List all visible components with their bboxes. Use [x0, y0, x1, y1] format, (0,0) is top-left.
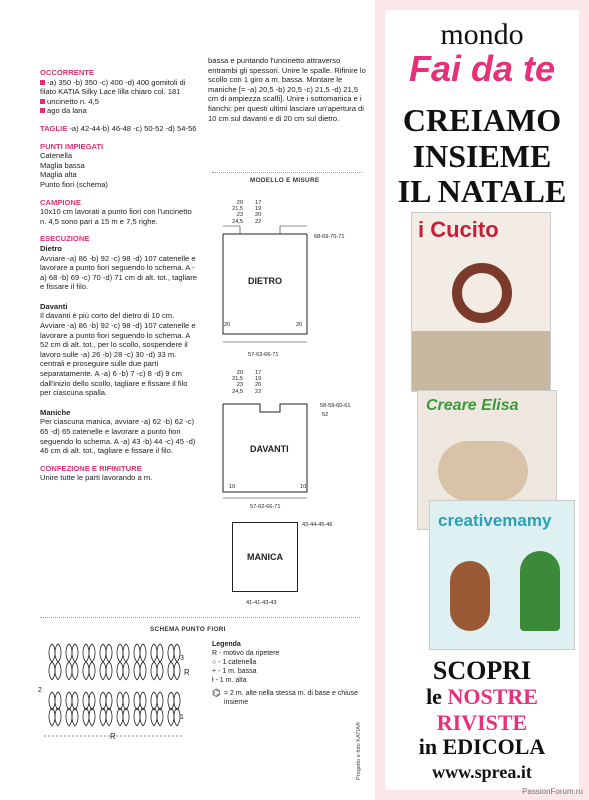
cluster-stitch — [151, 644, 157, 662]
cluster-stitch — [89, 692, 95, 710]
legend-item: ⌬ = 2 m. alte nella stessa m. di base e chiuse insieme — [212, 688, 359, 706]
legend-title: Legenda — [212, 641, 241, 648]
measure: 10 — [229, 484, 236, 490]
cluster-stitch — [151, 692, 157, 710]
cluster-stitch — [123, 644, 129, 662]
advert-panel — [375, 0, 589, 800]
cluster-stitch — [140, 708, 146, 726]
bullet-icon — [40, 80, 45, 85]
measure: 68-69-70-71 — [314, 234, 345, 240]
cluster-stitch — [168, 644, 174, 662]
section-title-confezione: CONFEZIONE E RIFINITURE — [40, 463, 142, 473]
piece-label-dietro: DIETRO — [248, 276, 283, 286]
cluster-stitch — [140, 644, 146, 662]
measure: 20 — [296, 322, 303, 328]
measure: 57-62-66-71 — [250, 504, 281, 510]
instructions-column — [40, 68, 200, 483]
cluster-stitch — [72, 662, 78, 680]
measure: 41-41-43-43 — [246, 600, 277, 606]
subsection-dietro: Dietro — [40, 243, 62, 253]
cluster-stitch — [66, 662, 72, 680]
confezione-text: Unire tutte le parti lavorando a m. — [40, 473, 153, 483]
photo-credit: Progetto e foto KATIA® — [356, 721, 362, 780]
cluster-stitch — [100, 662, 106, 680]
diagram-title: MODELLO E MISURE — [250, 177, 320, 184]
cluster-stitch — [123, 692, 129, 710]
ad-le-nostre: le NOSTRE — [426, 684, 538, 709]
subsection-maniche: Maniche — [40, 407, 71, 417]
section-title-esecuzione: ESECUZIONE — [40, 234, 90, 244]
material-hook: uncinetto n. 4,5 — [40, 97, 200, 107]
cluster-stitch — [134, 692, 140, 710]
ad-riviste: RIVISTE — [436, 710, 528, 735]
cluster-stitch — [89, 662, 95, 680]
stitch-item: Catenella — [40, 151, 73, 161]
cluster-stitch — [100, 692, 106, 710]
row-number: 2 — [38, 687, 42, 694]
cluster-stitch — [140, 692, 146, 710]
double-crochet-icon: ƚ — [212, 677, 216, 684]
cluster-stitch — [168, 708, 174, 726]
chain-icon: ○ — [212, 659, 219, 666]
bullet-icon — [40, 108, 45, 113]
cluster-stitch — [55, 662, 61, 680]
ad-scopri: SCOPRI — [432, 656, 532, 685]
section-title-campione: CAMPIONE — [40, 197, 81, 207]
measure: 57-63-66-71 — [248, 352, 279, 358]
measure: 43-44-45-46 — [302, 522, 333, 528]
cluster-icon: ⌬ — [212, 688, 221, 699]
measure: 17 19 20 22 — [255, 370, 262, 395]
cluster-stitch — [72, 644, 78, 662]
cluster-stitch — [134, 662, 140, 680]
instructions-continued — [208, 56, 368, 123]
legend-item: ƚ - 1 m. alta — [212, 677, 247, 684]
cluster-stitch — [134, 708, 140, 726]
cluster-stitch — [174, 692, 180, 710]
stitch-item: Maglia bassa — [40, 160, 85, 170]
cluster-stitch — [106, 708, 112, 726]
cluster-stitch — [151, 708, 157, 726]
measure: 52 — [322, 412, 329, 418]
cluster-stitch — [66, 708, 72, 726]
cluster-stitch — [106, 692, 112, 710]
cluster-stitch — [49, 692, 55, 710]
cluster-stitch — [83, 692, 89, 710]
ad-url: www.sprea.it — [432, 762, 532, 782]
cluster-stitch — [49, 708, 55, 726]
section-title-occorrente: OCCORRENTE — [40, 68, 95, 77]
legend-item: ○ - 1 catenella — [212, 659, 257, 666]
cluster-stitch — [89, 644, 95, 662]
cluster-stitch — [117, 708, 123, 726]
cluster-stitch — [49, 662, 55, 680]
cluster-stitch — [117, 692, 123, 710]
subsection-davanti: Davanti — [40, 301, 68, 311]
schema-title: SCHEMA PUNTO FIORI — [150, 626, 226, 633]
maniche-text: Per ciascuna manica, avviare -a) 62 -b) 62 -c) 65 -d) 65 catenelle e lavorare a punto fiori seguendo lo schema. A -a) 43 -b) 44 -c) 45 -d) 46 cm di alt. tot., tagliare e fissare il filo. — [40, 417, 196, 456]
davanti-text: Il davanti è più corto del dietro di 10 cm. Avviare -a) 86 -b) 92 -c) 98 -d) 107 catenelle e lavorare a punto fiori seguendo lo schema. A 52 cm di alt. tot., per lo scollo, sospendere il lavoro sulle -a) 26 -b) 28 -c) 30 -d) 33 m. centrali e proseguire sulle due parti separatamente. A -a) 6 -b) 7 -c) 8 -d) 9 cm dall'inizio dello scollo, tagliare e fissare il filo per ciascuna spalla. — [40, 311, 196, 398]
cluster-stitch — [72, 708, 78, 726]
stitch-item: Punto fiori (schema) — [40, 179, 108, 189]
advert-inner — [385, 10, 579, 790]
legend-item: + - 1 m. bassa — [212, 668, 257, 675]
confezione-text-cont: bassa e puntando l'uncinetto attraverso entrambi gli spessori. Unire le spalle. Rifinire lo scollo con 1 giro a m. bassa. Montare le maniche [= -a) 20,5 -b) 20,5 -c) 21,5 -d) 21,5 cm di ampiezza scalfi]. Unire i sottomanica e i fianchi: per questi ultimi lasciare un'apertura di 10 cm sul davanti e di 20 cm sul dietro. — [208, 56, 366, 123]
measure: 58-59-60-61 — [320, 403, 351, 409]
magazine-cover-elisa: Creare Elisa — [417, 390, 557, 530]
cluster-stitch — [157, 692, 163, 710]
ad-mondo: mondo — [440, 18, 524, 51]
cluster-stitch — [100, 644, 106, 662]
cluster-stitch — [123, 708, 129, 726]
cluster-stitch — [123, 662, 129, 680]
cluster-stitch — [55, 692, 61, 710]
cluster-stitch — [106, 644, 112, 662]
cluster-stitch — [89, 708, 95, 726]
divider — [40, 617, 360, 618]
watermark: PassionForum.ru — [522, 787, 583, 796]
ad-in-edicola: in EDICOLA — [418, 734, 546, 759]
measure: 20 — [224, 322, 231, 328]
ad-headline-2: INSIEME — [412, 138, 552, 174]
measure: 17 19 20 22 — [255, 200, 262, 225]
cluster-stitch — [83, 662, 89, 680]
row-number: 3 — [180, 655, 184, 662]
cluster-stitch — [168, 692, 174, 710]
cluster-stitch — [168, 662, 174, 680]
material-yarn: -a) 350 -b) 350 -c) 400 -d) 400 gomitoli di filato KATIA Silky Lace lilla chiaro col. 181 — [40, 77, 186, 97]
cluster-stitch — [117, 644, 123, 662]
cluster-stitch — [66, 692, 72, 710]
cluster-stitch — [100, 708, 106, 726]
cluster-stitch — [49, 644, 55, 662]
dietro-text: Avviare -a) 86 -b) 92 -c) 98 -d) 107 catenelle e lavorare a punto fiori seguendo lo schema. A -a) 68 -b) 69 -c) 70 -d) 71 cm di alt. tot., tagliare e fissare il filo. — [40, 253, 198, 292]
ad-fai-da-te: Fai da te — [408, 48, 556, 89]
measure: 20 21,5 23 24,5 — [232, 200, 243, 225]
legend-item: R - motivo da ripetere — [212, 650, 280, 657]
cluster-stitch — [174, 662, 180, 680]
cluster-stitch — [117, 662, 123, 680]
ad-headline-3: IL NATALE — [397, 173, 567, 209]
stitch-chart — [44, 640, 194, 748]
cluster-stitch — [134, 644, 140, 662]
cluster-stitch — [157, 644, 163, 662]
cluster-stitch — [55, 708, 61, 726]
piece-label-manica: MANICA — [247, 552, 283, 562]
cluster-stitch — [157, 662, 163, 680]
campione-text: 10x10 cm lavorati a punto fiori con l'uncinetto n. 4,5 sono pari a 15 m e 7,5 righe. — [40, 207, 192, 226]
piece-label-davanti: DAVANTI — [250, 444, 289, 454]
divider — [212, 172, 362, 173]
single-crochet-icon: + — [212, 668, 219, 675]
ad-headline-1: CREIAMO — [402, 102, 562, 138]
cluster-stitch — [157, 708, 163, 726]
magazine-cover-cucito: i Cucito — [411, 212, 551, 392]
cluster-stitch — [106, 662, 112, 680]
row-number: 1 — [180, 714, 184, 721]
cluster-stitch — [140, 662, 146, 680]
section-taglie: TAGLIE -a) 42-44-b) 46-48 -c) 50-52 -d) 54-56 — [40, 123, 197, 133]
repeat-label: R — [110, 732, 116, 741]
cluster-stitch — [72, 692, 78, 710]
cluster-stitch — [55, 644, 61, 662]
cluster-stitch — [83, 708, 89, 726]
material-needle: ago da lana — [40, 106, 200, 116]
measure: 10 — [300, 484, 307, 490]
measure: 20 21,5 23 24,5 — [232, 370, 243, 395]
stitch-item: Maglia alta — [40, 170, 77, 180]
legend — [212, 640, 362, 707]
magazine-cover-creativemamy: creativemamy — [429, 500, 575, 650]
cluster-stitch — [66, 644, 72, 662]
bullet-icon — [40, 99, 45, 104]
cluster-stitch — [151, 662, 157, 680]
manica-outline — [232, 522, 298, 592]
repeat-label: R — [184, 668, 190, 677]
cluster-stitch — [83, 644, 89, 662]
section-title-punti: PUNTI IMPIEGATI — [40, 141, 104, 151]
